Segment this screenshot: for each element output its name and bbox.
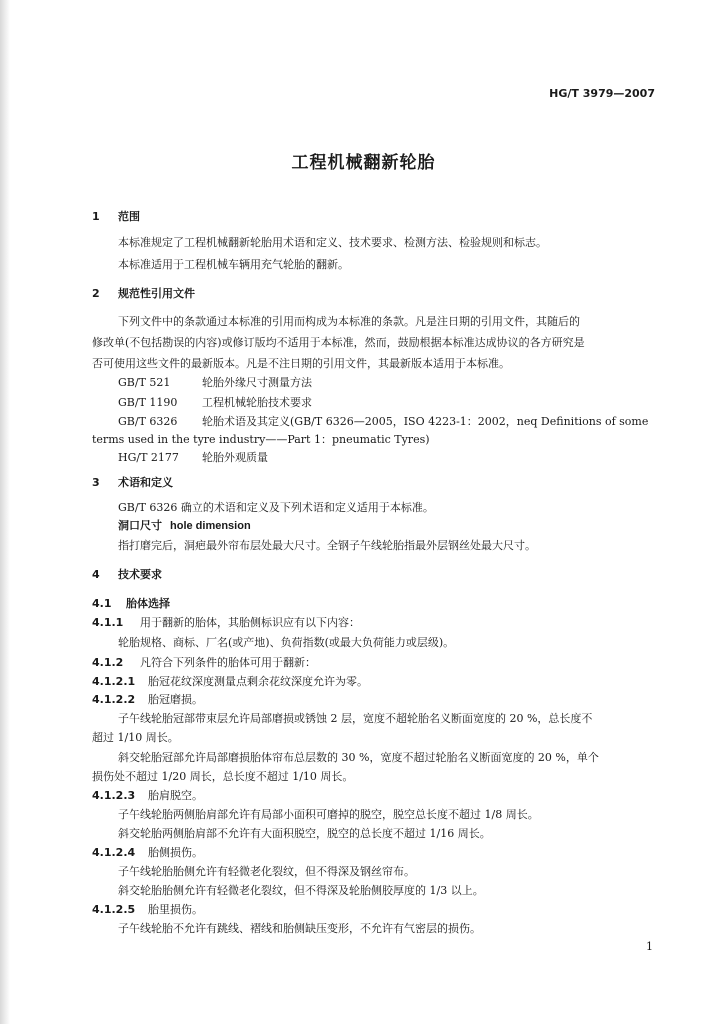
section-title: 技术要求	[118, 568, 162, 581]
clause-4-1-2-3	[92, 789, 203, 803]
paragraph: 斜交轮胎胎侧允许有轻微老化裂纹，但不得深及轮胎侧胶厚度的 1/3 以上。	[118, 884, 484, 897]
reference-item	[118, 415, 648, 429]
clause-text: 胎肩脱空。	[148, 789, 203, 802]
term-entry	[118, 519, 251, 533]
reference-item	[118, 376, 312, 390]
section-3-heading	[92, 476, 173, 490]
paragraph: 子午线轮胎胎侧允许有轻微老化裂纹，但不得深及钢丝帘布。	[118, 865, 415, 878]
clause-title: 胎体选择	[126, 597, 170, 610]
section-number: 3	[92, 476, 100, 489]
term-definition: 指打磨完后，洞疤最外帘布层处最大尺寸。全钢子午线轮胎指最外层钢丝处最大尺寸。	[118, 539, 536, 552]
paragraph: 本标准规定了工程机械翻新轮胎用术语和定义、技术要求、检测方法、检验规则和标志。	[118, 236, 547, 249]
reference-title: 轮胎术语及其定义(GB/T 6326—2005，ISO 4223-1：2002，neq Definitions of some	[202, 415, 649, 428]
clause-number: 4.1	[92, 597, 112, 610]
clause-text: 凡符合下列条件的胎体可用于翻新：	[140, 656, 316, 669]
clause-4-1-2-4	[92, 846, 203, 860]
clause-4-1-2-5	[92, 903, 203, 917]
term-english: hole dimension	[170, 520, 251, 532]
paragraph: 否可使用这些文件的最新版本。凡是不注日期的引用文件，其最新版本适用于本标准。	[92, 357, 510, 370]
paragraph: 斜交轮胎两侧胎肩部不允许有大面积脱空，脱空的总长度不超过 1/16 周长。	[118, 827, 491, 840]
reference-title: 轮胎外缘尺寸测量方法	[202, 376, 312, 389]
reference-code: GB/T 521	[118, 376, 171, 389]
paragraph: 子午线轮胎冠部带束层允许局部磨损或锈蚀 2 层，宽度不超轮胎名义断面宽度的 20 %，总长度不	[118, 712, 593, 725]
standard-code: HG/T 3979—2007	[549, 87, 655, 100]
clause-number: 4.1.1	[92, 616, 124, 629]
section-2-heading	[92, 287, 195, 301]
reference-continuation: terms used in the tyre industry——Part 1：pneumatic Tyres)	[92, 433, 430, 446]
clause-number: 4.1.2.4	[92, 846, 136, 859]
section-title: 范围	[118, 210, 140, 223]
section-number: 4	[92, 568, 100, 581]
paragraph: 子午线轮胎不允许有跳线、褶线和胎侧缺压变形，不允许有气密层的损伤。	[118, 922, 481, 935]
paragraph: 修改单(不包括勘误的内容)或修订版均不适用于本标准，然而，鼓励根据本标准达成协议的各方研究是	[92, 336, 585, 349]
reference-item	[118, 396, 312, 410]
clause-number: 4.1.2.2	[92, 693, 136, 706]
reference-code: GB/T 1190	[118, 396, 178, 409]
clause-text: 胎冠花纹深度测量点剩余花纹深度允许为零。	[148, 675, 368, 688]
clause-text: 胎冠磨损。	[148, 693, 203, 706]
reference-item	[118, 451, 268, 465]
paragraph: 子午线轮胎两侧胎肩部允许有局部小面积可磨掉的脱空，脱空总长度不超过 1/8 周长。	[118, 808, 539, 821]
section-number: 1	[92, 210, 100, 223]
reference-code: HG/T 2177	[118, 451, 179, 464]
clause-4-1-1	[92, 616, 360, 630]
reference-title: 工程机械轮胎技术要求	[202, 396, 312, 409]
section-title: 术语和定义	[118, 476, 173, 489]
paragraph: 下列文件中的条款通过本标准的引用而构成为本标准的条款。凡是注日期的引用文件，其随后的	[118, 315, 580, 328]
clause-text: 用于翻新的胎体，其胎侧标识应有以下内容：	[140, 616, 360, 629]
reference-code: GB/T 6326	[118, 415, 178, 428]
document-title: 工程机械翻新轮胎	[291, 153, 436, 173]
paragraph: GB/T 6326 确立的术语和定义及下列术语和定义适用于本标准。	[118, 501, 434, 514]
paragraph: 轮胎规格、商标、厂名(或产地)、负荷指数(或最大负荷能力或层级)。	[118, 636, 455, 649]
paragraph: 本标准适用于工程机械车辆用充气轮胎的翻新。	[118, 258, 349, 271]
section-number: 2	[92, 287, 100, 300]
section-4-heading	[92, 568, 162, 582]
section-1-heading	[92, 210, 140, 224]
clause-4-1-2-2	[92, 693, 203, 707]
clause-4-1-2	[92, 656, 316, 670]
page-number: 1	[646, 940, 653, 953]
clause-number: 4.1.2.5	[92, 903, 136, 916]
clause-4-1-2-1	[92, 675, 368, 689]
section-title: 规范性引用文件	[118, 287, 195, 300]
paragraph: 斜交轮胎冠部允许局部磨损胎体帘布总层数的 30 %，宽度不超过轮胎名义断面宽度的 20 %，单个	[118, 751, 599, 764]
paragraph: 损伤处不超过 1/20 周长，总长度不超过 1/10 周长。	[92, 770, 354, 783]
clause-number: 4.1.2.3	[92, 789, 136, 802]
clause-number: 4.1.2	[92, 656, 124, 669]
clause-text: 胎侧损伤。	[148, 846, 203, 859]
paragraph: 超过 1/10 周长。	[92, 731, 179, 744]
clause-text: 胎里损伤。	[148, 903, 203, 916]
reference-title: 轮胎外观质量	[202, 451, 268, 464]
clause-number: 4.1.2.1	[92, 675, 136, 688]
clause-4-1	[92, 597, 170, 611]
term-chinese: 洞口尺寸	[118, 519, 162, 532]
